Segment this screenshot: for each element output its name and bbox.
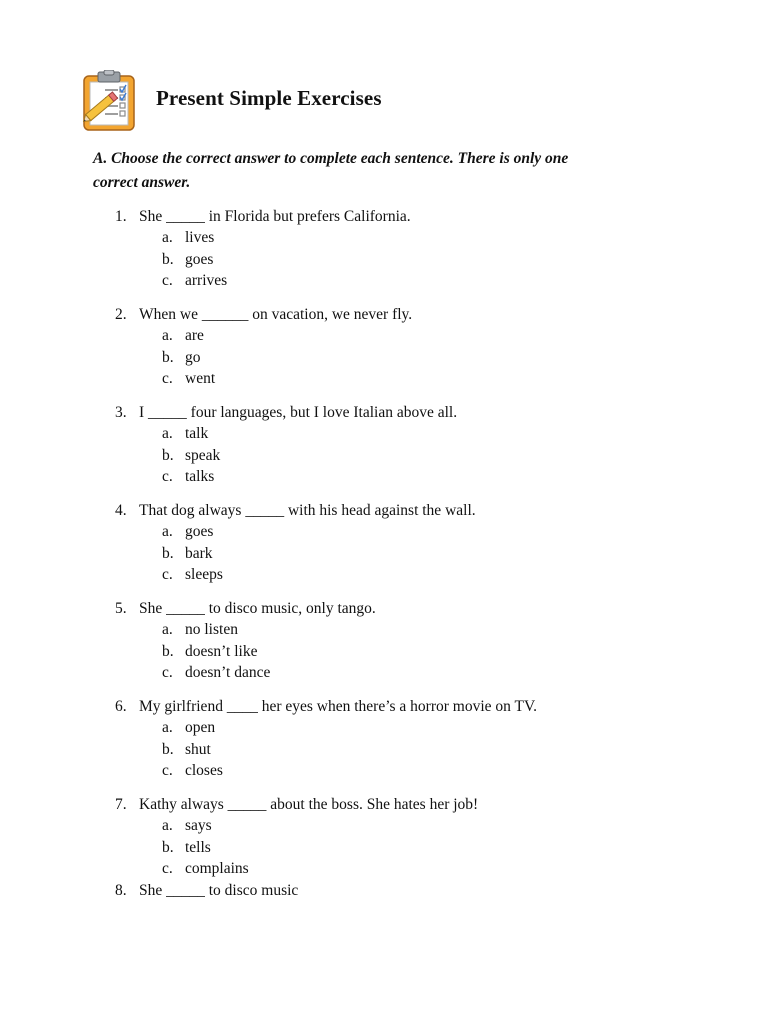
question-text: She _____ to disco music, only tango. xyxy=(139,600,376,617)
option-letter: a. xyxy=(162,523,173,540)
option-letter: c. xyxy=(162,664,173,681)
option-text: open xyxy=(185,719,216,736)
question-text: My girlfriend ____ her eyes when there’s a horror movie on TV. xyxy=(139,698,538,715)
option-text: lives xyxy=(185,229,215,246)
question-number: 4. xyxy=(115,502,127,519)
answer-option xyxy=(0,641,768,662)
option-letter: b. xyxy=(162,349,174,366)
option-letter: c. xyxy=(162,468,173,485)
option-letter: b. xyxy=(162,447,174,464)
option-letter: a. xyxy=(162,327,173,344)
option-letter: c. xyxy=(162,272,173,289)
option-text: sleeps xyxy=(185,566,223,583)
option-text: talk xyxy=(185,425,209,442)
question-number: 1. xyxy=(115,208,127,225)
option-text: goes xyxy=(185,251,214,268)
option-letter: a. xyxy=(162,621,173,638)
option-text: goes xyxy=(185,523,214,540)
option-letter: c. xyxy=(162,762,173,779)
question-text: When we ______ on vacation, we never fly. xyxy=(139,306,413,323)
question-number: 6. xyxy=(115,698,127,715)
answer-option xyxy=(0,249,768,270)
option-text: talks xyxy=(185,468,215,485)
answer-option xyxy=(0,347,768,368)
option-text: bark xyxy=(185,545,213,562)
option-text: closes xyxy=(185,762,223,779)
answer-option xyxy=(0,858,768,879)
option-letter: b. xyxy=(162,839,174,856)
option-text: no listen xyxy=(185,621,238,638)
option-letter: b. xyxy=(162,643,174,660)
question-number: 3. xyxy=(115,404,127,421)
answer-option xyxy=(0,837,768,858)
option-letter: b. xyxy=(162,251,174,268)
answer-option xyxy=(0,466,768,487)
option-text: doesn’t like xyxy=(185,643,258,660)
option-text: complains xyxy=(185,860,249,877)
option-text: says xyxy=(185,817,212,834)
question-number: 7. xyxy=(115,796,127,813)
answer-option xyxy=(0,423,768,444)
option-letter: b. xyxy=(162,741,174,758)
answer-option xyxy=(0,739,768,760)
answer-option xyxy=(0,368,768,389)
answer-option xyxy=(0,619,768,640)
answer-option xyxy=(0,815,768,836)
answer-option xyxy=(0,521,768,542)
option-letter: a. xyxy=(162,229,173,246)
question-text: She _____ to disco music xyxy=(139,882,299,899)
answer-option xyxy=(0,662,768,683)
option-letter: c. xyxy=(162,860,173,877)
answer-option xyxy=(0,543,768,564)
page-title: Present Simple Exercises xyxy=(156,86,382,110)
option-letter: c. xyxy=(162,370,173,387)
question-text: I _____ four languages, but I love Italian above all. xyxy=(139,404,458,421)
option-letter: a. xyxy=(162,719,173,736)
option-letter: c. xyxy=(162,566,173,583)
answer-option xyxy=(0,717,768,738)
question-number: 2. xyxy=(115,306,127,323)
answer-option xyxy=(0,325,768,346)
option-text: went xyxy=(185,370,216,387)
question-number: 5. xyxy=(115,600,127,617)
instruction-line-2: correct answer. xyxy=(93,174,191,191)
option-letter: a. xyxy=(162,425,173,442)
answer-option xyxy=(0,227,768,248)
question-text: That dog always _____ with his head against the wall. xyxy=(139,502,476,519)
answer-option xyxy=(0,564,768,585)
option-text: doesn’t dance xyxy=(185,664,271,681)
answer-option xyxy=(0,760,768,781)
answer-option xyxy=(0,270,768,291)
question-number: 8. xyxy=(115,882,127,899)
answer-option xyxy=(0,445,768,466)
question-text: Kathy always _____ about the boss. She hates her job! xyxy=(139,796,479,813)
option-letter: a. xyxy=(162,817,173,834)
question-text: She _____ in Florida but prefers California. xyxy=(139,208,411,225)
option-text: speak xyxy=(185,447,221,464)
instruction-line-1: A. Choose the correct answer to complete each sentence. There is only one xyxy=(93,150,569,167)
clipboard-checklist-pencil-icon xyxy=(78,70,140,132)
option-text: are xyxy=(185,327,204,344)
section-instruction xyxy=(93,147,693,195)
option-letter: b. xyxy=(162,545,174,562)
option-text: shut xyxy=(185,741,211,758)
option-text: tells xyxy=(185,839,211,856)
option-text: arrives xyxy=(185,272,228,289)
option-text: go xyxy=(185,349,201,366)
